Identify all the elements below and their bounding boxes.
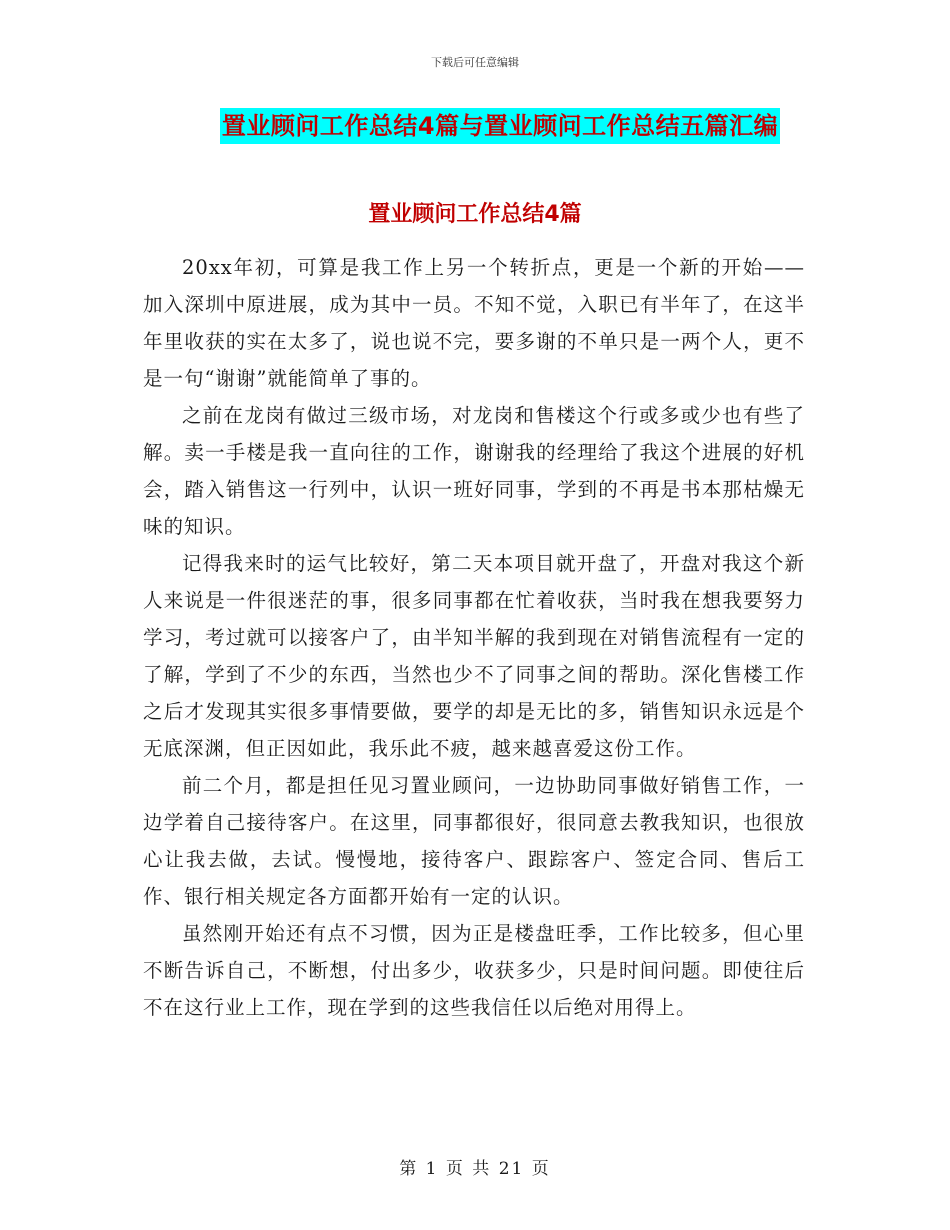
paragraph-2: 之前在龙岗有做过三级市场，对龙岗和售楼这个行或多或少也有些了解。卖一手楼是我一直向往的工作，谢谢我的经理给了我这个进展的好机会，踏入销售这一行列中，认识一班好同事，学到的不再是书本那枯燥无味的知识。 bbox=[143, 404, 805, 538]
header-note: 下载后可任意编辑 bbox=[431, 56, 519, 69]
paragraph-3: 记得我来时的运气比较好，第二天本项目就开盘了，开盘对我这个新人来说是一件很迷茫的事，很多同事都在忙着收获，当时我在想我要努力学习，考过就可以接客户了，由半知半解的我到现在对销售流程有一定的了解，学到了不少的东西，当然也少不了同事之间的帮助。深化售楼工作之后才发现其实很多事情要做，要学的却是无比的多，销售知识永远是个无底深渊，但正因如此，我乐此不疲，越来越喜爱这份工作。 bbox=[143, 552, 805, 760]
paragraph-5: 虽然刚开始还有点不习惯，因为正是楼盘旺季，工作比较多，但心里不断告诉自己，不断想，付出多少，收获多少，只是时间问题。即使往后不在这行业上工作，现在学到的这些我信任以后绝对用得上。 bbox=[143, 922, 805, 1019]
main-title-container bbox=[0, 108, 950, 144]
paragraph-4: 前二个月，都是担任见习置业顾问，一边协助同事做好销售工作，一边学着自己接待客户。在这里，同事都很好，很同意去教我知识，也很放心让我去做，去试。慢慢地，接待客户、跟踪客户、签定合同、售后工作、银行相关规定各方面都开始有一定的认识。 bbox=[143, 774, 805, 908]
page-footer: 第 1 页 共 21 页 bbox=[399, 1159, 551, 1179]
document-body bbox=[143, 249, 805, 1026]
paragraph-1: 20xx年初，可算是我工作上另一个转折点，更是一个新的开始——加入深圳中原进展，成为其中一员。不知不觉，入职已有半年了，在这半年里收获的实在太多了，说也说不完，要多谢的不单只是一两个人，更不是一句“谢谢”就能简单了事的。 bbox=[143, 256, 805, 390]
document-main-title: 置业顾问工作总结4篇与置业顾问工作总结五篇汇编 bbox=[220, 108, 780, 144]
section-title: 置业顾问工作总结4篇 bbox=[368, 202, 582, 227]
